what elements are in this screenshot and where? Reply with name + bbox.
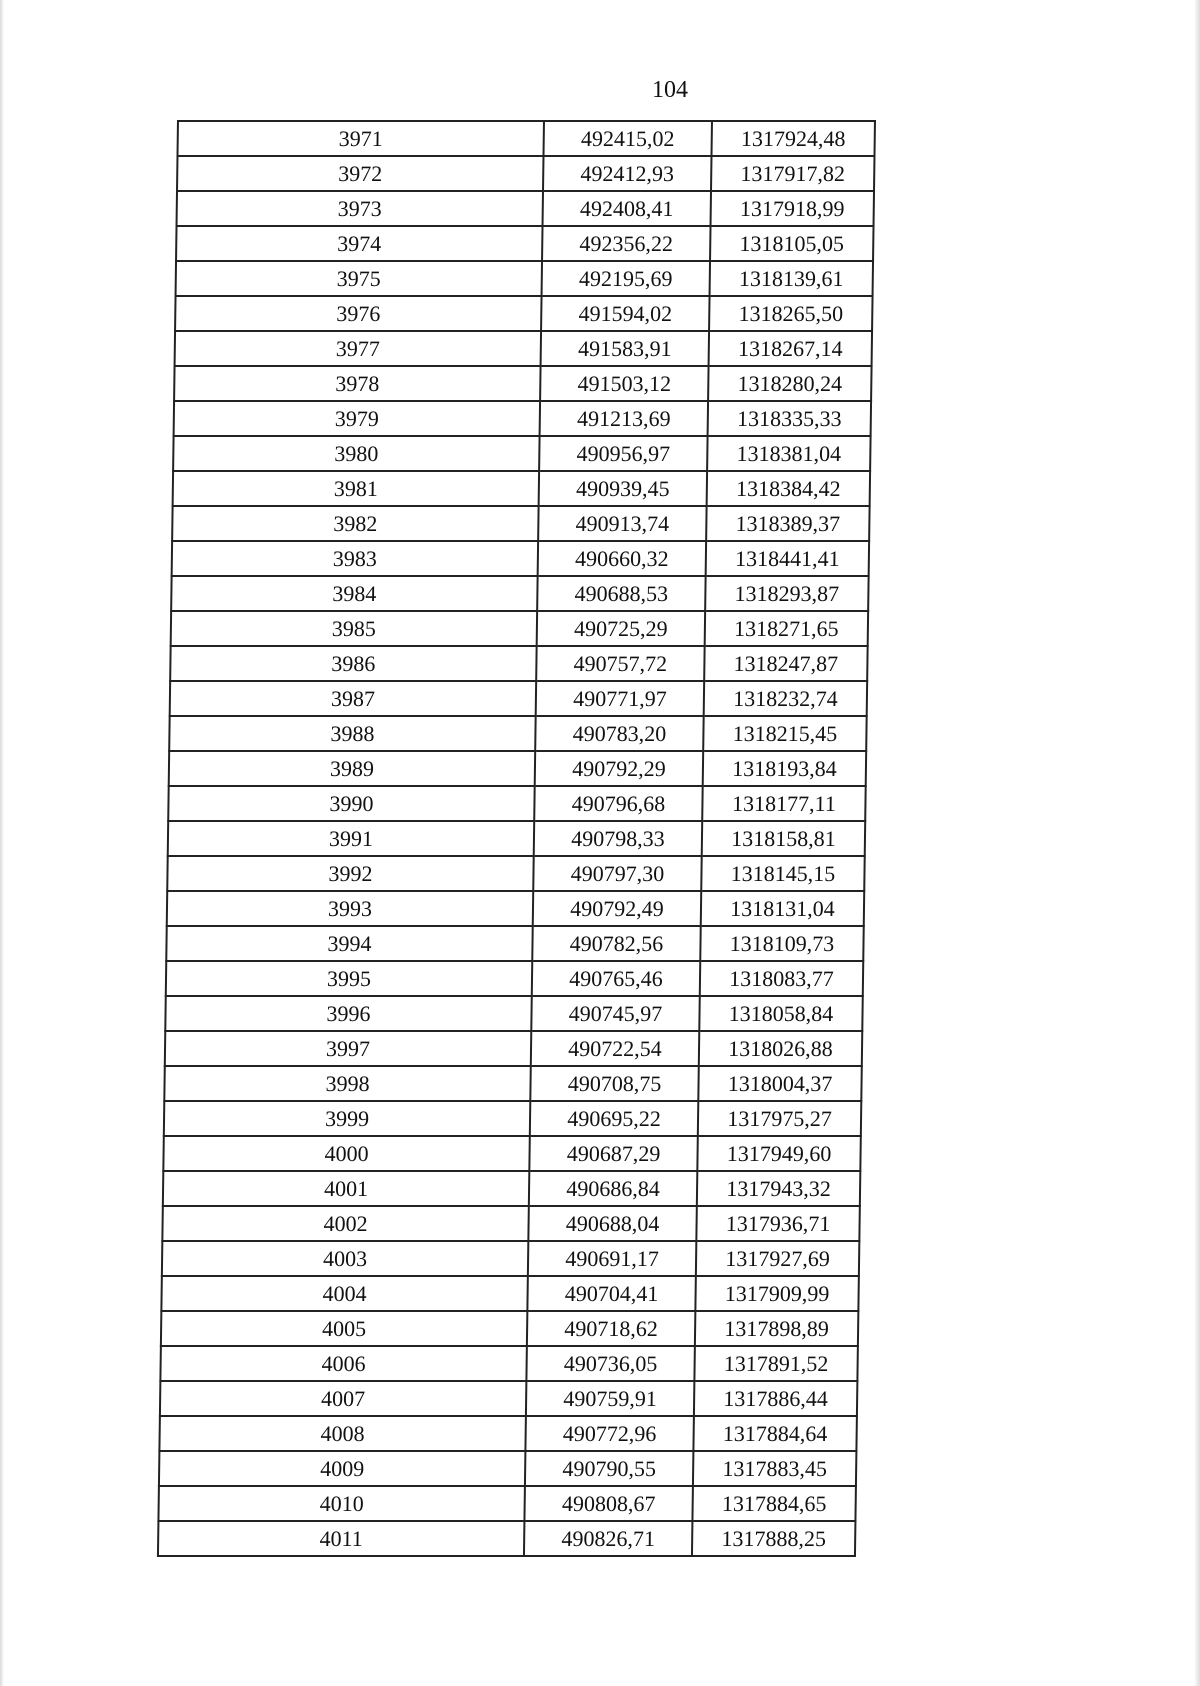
table-row <box>168 821 865 856</box>
point-number-cell: 4005 <box>161 1311 527 1346</box>
x-coordinate-cell: 490686,84 <box>529 1171 697 1206</box>
y-coordinate-cell: 1317936,71 <box>696 1206 859 1241</box>
x-coordinate-cell: 490956,97 <box>539 436 707 471</box>
x-coordinate-cell: 490765,46 <box>532 961 700 996</box>
y-coordinate-cell: 1317918,99 <box>711 191 874 226</box>
point-number-cell: 4006 <box>160 1346 526 1381</box>
x-coordinate-cell: 490792,49 <box>533 891 701 926</box>
point-number-cell: 3972 <box>177 156 543 191</box>
table-row <box>170 681 867 716</box>
y-coordinate-cell: 1318215,45 <box>703 716 866 751</box>
point-number-cell: 3992 <box>167 856 533 891</box>
table-row <box>174 366 871 401</box>
point-number-cell: 3996 <box>165 996 531 1031</box>
coordinates-table-container <box>157 120 874 1557</box>
y-coordinate-cell: 1317886,44 <box>694 1381 857 1416</box>
x-coordinate-cell: 490798,33 <box>534 821 702 856</box>
y-coordinate-cell: 1318004,37 <box>698 1066 861 1101</box>
table-row <box>172 506 869 541</box>
y-coordinate-cell: 1318139,61 <box>710 261 873 296</box>
x-coordinate-cell: 490704,41 <box>527 1276 695 1311</box>
y-coordinate-cell: 1318232,74 <box>704 681 867 716</box>
x-coordinate-cell: 491213,69 <box>540 401 708 436</box>
table-row <box>165 996 862 1031</box>
y-coordinate-cell: 1317975,27 <box>698 1101 861 1136</box>
x-coordinate-cell: 490691,17 <box>528 1241 696 1276</box>
point-number-cell: 4001 <box>163 1171 529 1206</box>
x-coordinate-cell: 490782,56 <box>532 926 700 961</box>
x-coordinate-cell: 490725,29 <box>537 611 705 646</box>
table-row <box>159 1451 856 1486</box>
point-number-cell: 3987 <box>170 681 536 716</box>
x-coordinate-cell: 491594,02 <box>541 296 709 331</box>
y-coordinate-cell: 1318384,42 <box>707 471 870 506</box>
point-number-cell: 4011 <box>158 1521 524 1556</box>
x-coordinate-cell: 490688,04 <box>528 1206 696 1241</box>
x-coordinate-cell: 491503,12 <box>540 366 708 401</box>
point-number-cell: 3994 <box>166 926 532 961</box>
x-coordinate-cell: 490736,05 <box>526 1346 694 1381</box>
point-number-cell: 4004 <box>161 1276 527 1311</box>
x-coordinate-cell: 490808,67 <box>524 1486 692 1521</box>
x-coordinate-cell: 490771,97 <box>536 681 704 716</box>
point-number-cell: 3976 <box>175 296 541 331</box>
point-number-cell: 3984 <box>171 576 537 611</box>
point-number-cell: 3988 <box>169 716 535 751</box>
point-number-cell: 3993 <box>167 891 533 926</box>
x-coordinate-cell: 490695,22 <box>530 1101 698 1136</box>
table-row <box>166 961 863 996</box>
x-coordinate-cell: 491583,91 <box>541 331 709 366</box>
y-coordinate-cell: 1318381,04 <box>707 436 870 471</box>
table-row <box>175 296 872 331</box>
page-number: 104 <box>652 77 688 103</box>
x-coordinate-cell: 490939,45 <box>539 471 707 506</box>
table-row <box>161 1276 858 1311</box>
point-number-cell: 4002 <box>162 1206 528 1241</box>
point-number-cell: 3999 <box>164 1101 530 1136</box>
y-coordinate-cell: 1318026,88 <box>699 1031 862 1066</box>
table-row <box>176 261 873 296</box>
point-number-cell: 3975 <box>176 261 542 296</box>
table-row <box>177 121 874 156</box>
table-row <box>167 891 864 926</box>
table-row <box>162 1206 859 1241</box>
x-coordinate-cell: 492195,69 <box>542 261 710 296</box>
point-number-cell: 3982 <box>172 506 538 541</box>
table-row <box>160 1346 857 1381</box>
y-coordinate-cell: 1318389,37 <box>706 506 869 541</box>
x-coordinate-cell: 490913,74 <box>538 506 706 541</box>
table-row <box>168 786 865 821</box>
table-row <box>177 191 874 226</box>
table-row <box>171 611 868 646</box>
point-number-cell: 3990 <box>168 786 534 821</box>
y-coordinate-cell: 1317884,64 <box>693 1416 856 1451</box>
coordinates-table <box>157 120 876 1557</box>
x-coordinate-cell: 490708,75 <box>530 1066 698 1101</box>
y-coordinate-cell: 1317891,52 <box>694 1346 857 1381</box>
y-coordinate-cell: 1318267,14 <box>709 331 872 366</box>
y-coordinate-cell: 1317943,32 <box>697 1171 860 1206</box>
x-coordinate-cell: 490796,68 <box>534 786 702 821</box>
table-row <box>171 576 868 611</box>
table-row <box>163 1136 860 1171</box>
x-coordinate-cell: 492356,22 <box>542 226 710 261</box>
point-number-cell: 3980 <box>173 436 539 471</box>
point-number-cell: 3974 <box>176 226 542 261</box>
y-coordinate-cell: 1317927,69 <box>696 1241 859 1276</box>
y-coordinate-cell: 1318335,33 <box>708 401 871 436</box>
x-coordinate-cell: 490722,54 <box>531 1031 699 1066</box>
table-row <box>164 1066 861 1101</box>
y-coordinate-cell: 1317898,89 <box>695 1311 858 1346</box>
point-number-cell: 4007 <box>160 1381 526 1416</box>
y-coordinate-cell: 1317888,25 <box>692 1521 855 1556</box>
point-number-cell: 3997 <box>165 1031 531 1066</box>
y-coordinate-cell: 1318145,15 <box>701 856 864 891</box>
table-row <box>176 226 873 261</box>
table-row <box>172 541 869 576</box>
point-number-cell: 3989 <box>169 751 535 786</box>
point-number-cell: 4010 <box>158 1486 524 1521</box>
x-coordinate-cell: 490826,71 <box>524 1521 692 1556</box>
y-coordinate-cell: 1318083,77 <box>700 961 863 996</box>
y-coordinate-cell: 1318280,24 <box>708 366 871 401</box>
table-row <box>165 1031 862 1066</box>
point-number-cell: 3971 <box>177 121 543 156</box>
x-coordinate-cell: 490687,29 <box>529 1136 697 1171</box>
x-coordinate-cell: 490792,29 <box>535 751 703 786</box>
y-coordinate-cell: 1317883,45 <box>693 1451 856 1486</box>
x-coordinate-cell: 492415,02 <box>543 121 711 156</box>
point-number-cell: 3986 <box>170 646 536 681</box>
table-row <box>167 856 864 891</box>
x-coordinate-cell: 490688,53 <box>537 576 705 611</box>
point-number-cell: 3985 <box>171 611 537 646</box>
x-coordinate-cell: 492408,41 <box>543 191 711 226</box>
y-coordinate-cell: 1318177,11 <box>702 786 865 821</box>
table-row <box>174 401 871 436</box>
table-row <box>169 751 866 786</box>
point-number-cell: 3983 <box>172 541 538 576</box>
table-row <box>160 1381 857 1416</box>
x-coordinate-cell: 492412,93 <box>543 156 711 191</box>
point-number-cell: 3973 <box>177 191 543 226</box>
table-row <box>175 331 872 366</box>
y-coordinate-cell: 1318271,65 <box>705 611 868 646</box>
table-row <box>169 716 866 751</box>
x-coordinate-cell: 490790,55 <box>525 1451 693 1486</box>
y-coordinate-cell: 1317909,99 <box>695 1276 858 1311</box>
table-row <box>163 1171 860 1206</box>
table-row <box>162 1241 859 1276</box>
y-coordinate-cell: 1317949,60 <box>697 1136 860 1171</box>
x-coordinate-cell: 490718,62 <box>527 1311 695 1346</box>
y-coordinate-cell: 1318247,87 <box>704 646 867 681</box>
table-row <box>161 1311 858 1346</box>
point-number-cell: 3978 <box>174 366 540 401</box>
x-coordinate-cell: 490757,72 <box>536 646 704 681</box>
y-coordinate-cell: 1318131,04 <box>701 891 864 926</box>
y-coordinate-cell: 1318058,84 <box>699 996 862 1031</box>
point-number-cell: 3995 <box>166 961 532 996</box>
x-coordinate-cell: 490783,20 <box>535 716 703 751</box>
y-coordinate-cell: 1318441,41 <box>706 541 869 576</box>
x-coordinate-cell: 490772,96 <box>525 1416 693 1451</box>
point-number-cell: 3977 <box>175 331 541 366</box>
table-row <box>166 926 863 961</box>
y-coordinate-cell: 1318158,81 <box>702 821 865 856</box>
table-row <box>158 1521 855 1556</box>
table-row <box>173 436 870 471</box>
point-number-cell: 4003 <box>162 1241 528 1276</box>
x-coordinate-cell: 490759,91 <box>526 1381 694 1416</box>
y-coordinate-cell: 1318109,73 <box>700 926 863 961</box>
point-number-cell: 4000 <box>163 1136 529 1171</box>
x-coordinate-cell: 490745,97 <box>531 996 699 1031</box>
point-number-cell: 3991 <box>168 821 534 856</box>
y-coordinate-cell: 1318293,87 <box>705 576 868 611</box>
point-number-cell: 4009 <box>159 1451 525 1486</box>
table-row <box>177 156 874 191</box>
scan-edge-left <box>0 0 4 1686</box>
table-row <box>159 1416 856 1451</box>
x-coordinate-cell: 490797,30 <box>533 856 701 891</box>
y-coordinate-cell: 1317924,48 <box>711 121 874 156</box>
point-number-cell: 3979 <box>174 401 540 436</box>
x-coordinate-cell: 490660,32 <box>538 541 706 576</box>
point-number-cell: 4008 <box>159 1416 525 1451</box>
point-number-cell: 3981 <box>173 471 539 506</box>
y-coordinate-cell: 1318105,05 <box>710 226 873 261</box>
scan-edge-right <box>1194 0 1200 1686</box>
y-coordinate-cell: 1318193,84 <box>703 751 866 786</box>
table-row <box>158 1486 855 1521</box>
point-number-cell: 3998 <box>164 1066 530 1101</box>
table-row <box>164 1101 861 1136</box>
coordinates-table-body <box>158 121 875 1556</box>
y-coordinate-cell: 1318265,50 <box>709 296 872 331</box>
y-coordinate-cell: 1317917,82 <box>711 156 874 191</box>
table-row <box>170 646 867 681</box>
y-coordinate-cell: 1317884,65 <box>692 1486 855 1521</box>
table-row <box>173 471 870 506</box>
